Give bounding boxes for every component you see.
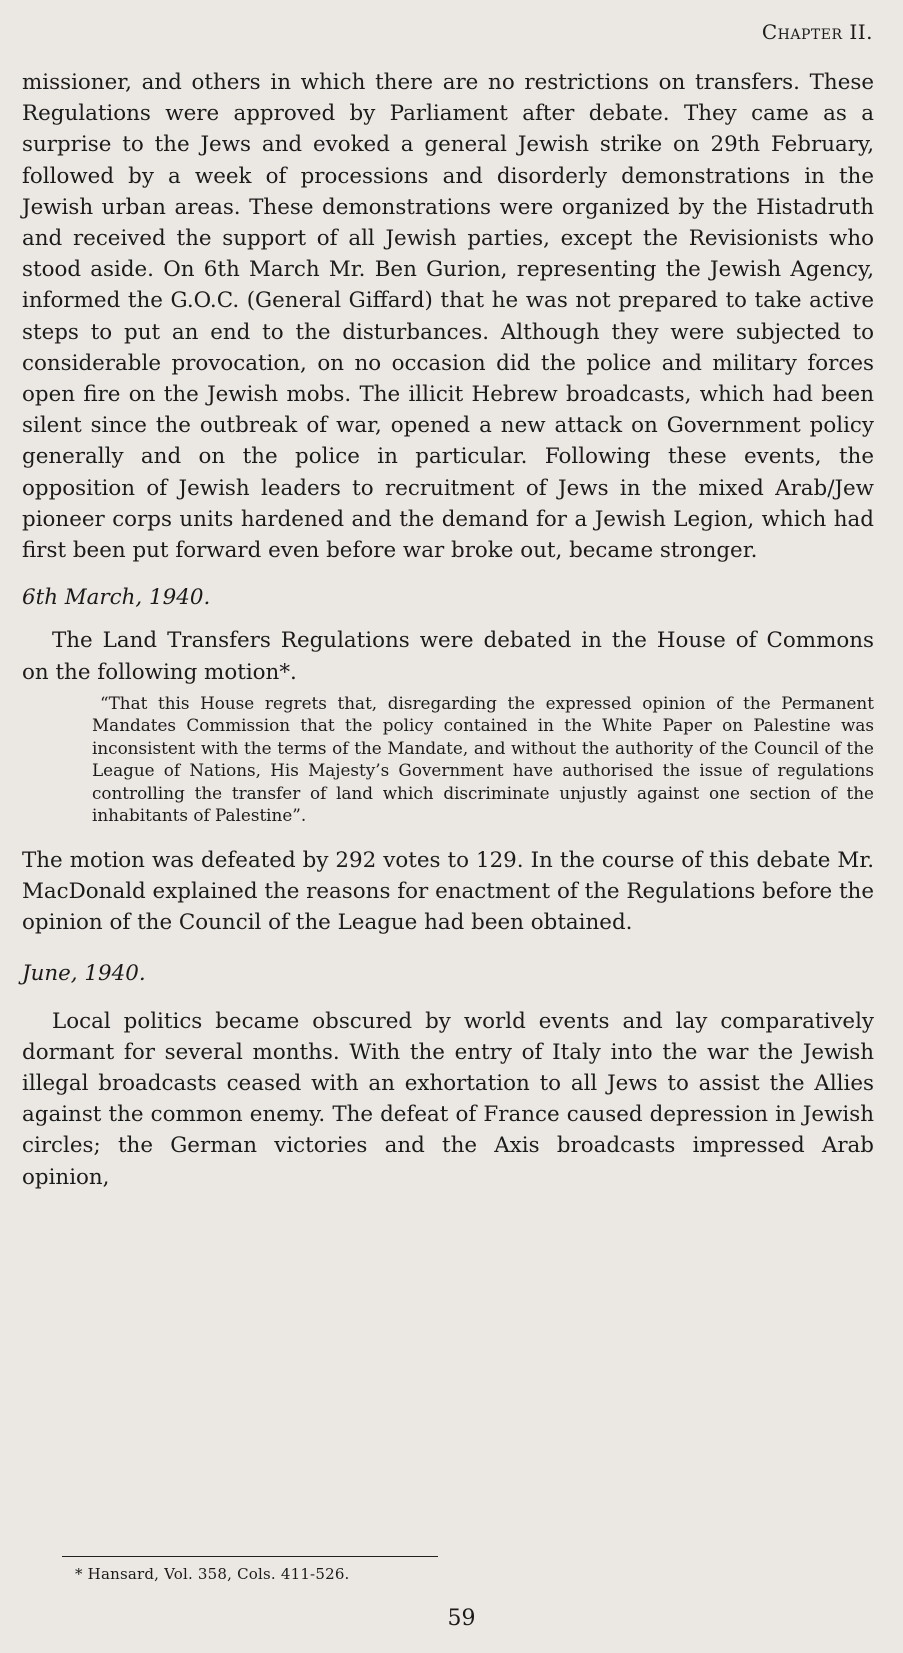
paragraph-1: missioner, and others in which there are no restrictions on transfers. These Regulations were approved by Parliament after debate. They came as a surprise to the Jews and evoked a general Jewish strike on 29th February, followed by a week of processions and disorderly demonstrations in the Jewish urban areas. These demonstrations were organized by the Histadruth and received the support of all Jewish parties, except the Revisionists who stood aside. On 6th March Mr. Ben Gurion, representing the Jewish Agency, informed the G.O.C. (General Giffard) that he was not prepared to take active steps to put an end to the disturbances. Although they were subjected to considerable provocation, on no occasion did the police and military forces open fire on the Jewish mobs. The illicit Hebrew broadcasts, which had been silent since the outbreak of war, opened a new attack on Government policy generally and on the police in particular. Following these events, the opposition of Jewish leaders to recruitment of Jews in the mixed Arab/Jew pioneer corps units hardened and the demand for a Jewish Legion, which had first been put forward even before war broke out, became stronger. — [22, 70, 874, 564]
footnote-divider — [62, 1556, 438, 1557]
date-heading-1: 6th March, 1940. — [22, 585, 211, 611]
quoted-motion — [92, 692, 874, 827]
page-number: 59 — [447, 1606, 476, 1631]
quote-text: “That this House regrets that, disregarding the expressed opinion of the Permanent Mandates Commission that the policy contained in the White Paper on Palestine was inconsistent with the terms of the Mandate, and without the authority of the Council of the League of Nations, His Majesty’s Government have authorised the issue of regulations controlling the transfer of land which discriminate unjustly against one section of the inhabitants of Palestine”. — [92, 692, 874, 826]
paragraph-4: Local politics became obscured by world events and lay comparatively dormant for several months. With the entry of Italy into the war the Jewish illegal broadcasts ceased with an exhortation to all Jews to assist the Allies against the common enemy. The defeat of France caused depression in Jewish circles; the German victories and the Axis broadcasts impressed Arab opinion, — [22, 1008, 874, 1190]
footnote: * Hansard, Vol. 358, Cols. 411-526. — [75, 1565, 350, 1583]
paragraph-3: The motion was defeated by 292 votes to 129. In the course of this debate Mr. MacDonald explained the reasons for enactment of the Regulations before the opinion of the Council of the League had been obtained. — [22, 847, 874, 936]
chapter-header: Chapter II. — [761, 20, 873, 44]
date-heading-2: June, 1940. — [22, 961, 146, 987]
body-text — [22, 67, 874, 1193]
paragraph-2: The Land Transfers Regulations were debated in the House of Commons on the following motion*. — [22, 628, 874, 685]
